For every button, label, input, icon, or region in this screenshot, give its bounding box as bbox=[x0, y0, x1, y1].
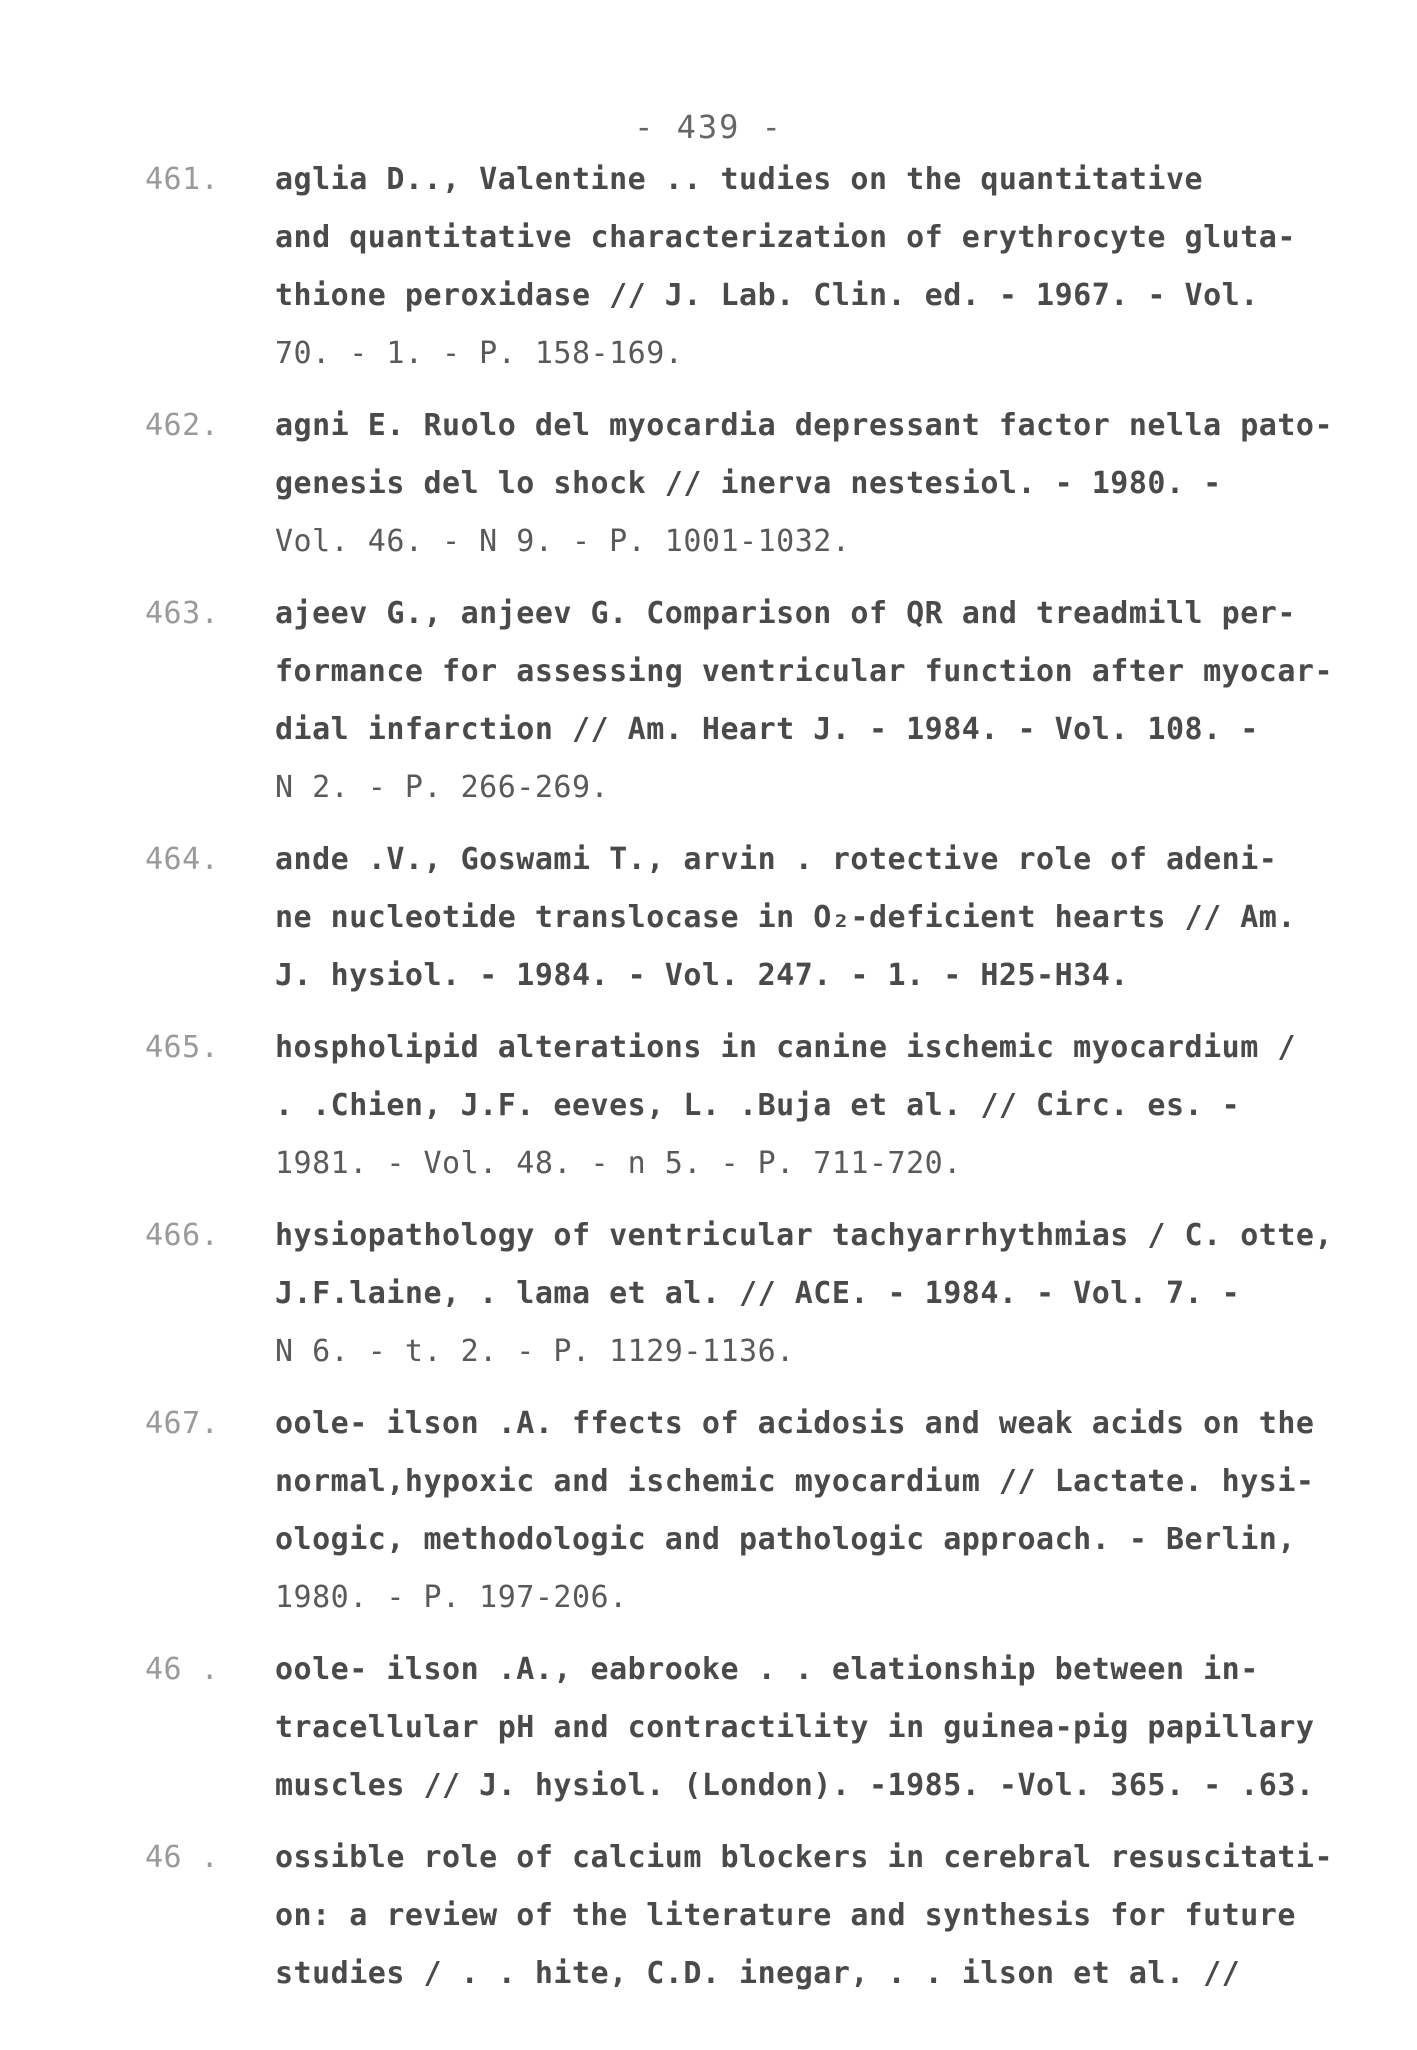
reference-text: aglia D.., Valentine .. tudies on the quantitative bbox=[275, 161, 1204, 197]
reference-text: oole- ilson .A., eabrooke . . elationship between in- bbox=[275, 1651, 1259, 1687]
reference-line bbox=[145, 584, 1345, 642]
reference-line bbox=[145, 1452, 1345, 1510]
reference-text: dial infarction // Am. Heart J. - 1984. - Vol. 108. - bbox=[275, 711, 1259, 747]
reference-entry bbox=[145, 1828, 1345, 2002]
reference-text: J. hysiol. - 1984. - Vol. 247. - 1. - H25-H34. bbox=[275, 957, 1129, 993]
reference-text: ande .V., Goswami T., arvin . rotective role of adeni- bbox=[275, 841, 1278, 877]
reference-number: 461. bbox=[145, 161, 220, 197]
reference-number: 465. bbox=[145, 1029, 220, 1065]
reference-text: and quantitative characterization of erythrocyte gluta- bbox=[275, 219, 1296, 255]
reference-text: J.F.laine, . lama et al. // ACE. - 1984. - Vol. 7. - bbox=[275, 1275, 1241, 1311]
reference-number: 463. bbox=[145, 595, 220, 631]
reference-line bbox=[145, 1206, 1345, 1264]
reference-entry bbox=[145, 1640, 1345, 1814]
reference-entry bbox=[145, 1394, 1345, 1626]
reference-number: 466. bbox=[145, 1217, 220, 1253]
reference-text: N 2. - P. 266-269. bbox=[275, 769, 610, 805]
reference-line bbox=[145, 150, 1345, 208]
reference-text: genesis del lo shock // inerva nestesiol. - 1980. - bbox=[275, 465, 1222, 501]
reference-text: ologic, methodologic and pathologic approach. - Berlin, bbox=[275, 1521, 1296, 1557]
reference-entry bbox=[145, 1018, 1345, 1192]
reference-list bbox=[145, 150, 1345, 2016]
reference-line bbox=[145, 454, 1345, 512]
reference-text: Vol. 46. - N 9. - P. 1001-1032. bbox=[275, 523, 851, 559]
reference-entry bbox=[145, 150, 1345, 382]
reference-text: 70. - 1. - P. 158-169. bbox=[275, 335, 684, 371]
reference-line bbox=[145, 946, 1345, 1004]
reference-text: oole- ilson .A. ffects of acidosis and weak acids on the bbox=[275, 1405, 1315, 1441]
reference-text: ossible role of calcium blockers in cerebral resuscitati- bbox=[275, 1839, 1334, 1875]
reference-line bbox=[145, 266, 1345, 324]
reference-line bbox=[145, 1322, 1345, 1380]
reference-text: agni E. Ruolo del myocardia depressant factor nella pato- bbox=[275, 407, 1334, 443]
reference-text: ne nucleotide translocase in O₂-deficient hearts // Am. bbox=[275, 899, 1296, 935]
reference-text: ajeev G., anjeev G. Comparison of QR and treadmill per- bbox=[275, 595, 1296, 631]
reference-line bbox=[145, 396, 1345, 454]
reference-line bbox=[145, 1076, 1345, 1134]
reference-text: N 6. - t. 2. - P. 1129-1136. bbox=[275, 1333, 795, 1369]
reference-entry bbox=[145, 830, 1345, 1004]
reference-line bbox=[145, 1394, 1345, 1452]
reference-line bbox=[145, 1134, 1345, 1192]
reference-text: studies / . . hite, C.D. inegar, . . ilson et al. // bbox=[275, 1955, 1241, 1991]
reference-entry bbox=[145, 584, 1345, 816]
reference-line bbox=[145, 1698, 1345, 1756]
reference-text: on: a review of the literature and synthesis for future bbox=[275, 1897, 1296, 1933]
reference-line bbox=[145, 512, 1345, 570]
reference-number: 467. bbox=[145, 1405, 220, 1441]
reference-number: 464. bbox=[145, 841, 220, 877]
reference-line bbox=[145, 324, 1345, 382]
reference-text: . .Chien, J.F. eeves, L. .Buja et al. // Circ. es. - bbox=[275, 1087, 1241, 1123]
reference-entry bbox=[145, 1206, 1345, 1380]
reference-line bbox=[145, 642, 1345, 700]
reference-line bbox=[145, 1944, 1345, 2002]
reference-line bbox=[145, 1264, 1345, 1322]
reference-line bbox=[145, 208, 1345, 266]
reference-text: thione peroxidase // J. Lab. Clin. ed. - 1967. - Vol. bbox=[275, 277, 1259, 313]
reference-line bbox=[145, 700, 1345, 758]
reference-line bbox=[145, 888, 1345, 946]
page-number: - 439 - bbox=[634, 108, 783, 146]
reference-text: formance for assessing ventricular function after myocar- bbox=[275, 653, 1334, 689]
reference-line bbox=[145, 1886, 1345, 1944]
reference-line bbox=[145, 1828, 1345, 1886]
reference-line bbox=[145, 830, 1345, 888]
reference-text: tracellular pH and contractility in guinea-pig papillary bbox=[275, 1709, 1315, 1745]
reference-text: 1980. - P. 197-206. bbox=[275, 1579, 628, 1615]
reference-text: hospholipid alterations in canine ischemic myocardium / bbox=[275, 1029, 1296, 1065]
reference-number: 46 . bbox=[145, 1651, 220, 1687]
reference-number: 462. bbox=[145, 407, 220, 443]
reference-line bbox=[145, 1640, 1345, 1698]
reference-line bbox=[145, 1018, 1345, 1076]
reference-number: 46 . bbox=[145, 1839, 220, 1875]
reference-text: normal,hypoxic and ischemic myocardium // Lactate. hysi- bbox=[275, 1463, 1315, 1499]
reference-line bbox=[145, 758, 1345, 816]
reference-text: 1981. - Vol. 48. - n 5. - P. 711-720. bbox=[275, 1145, 962, 1181]
reference-line bbox=[145, 1568, 1345, 1626]
reference-line bbox=[145, 1756, 1345, 1814]
reference-entry bbox=[145, 396, 1345, 570]
reference-line bbox=[145, 1510, 1345, 1568]
reference-text: muscles // J. hysiol. (London). -1985. -Vol. 365. - .63. bbox=[275, 1767, 1315, 1803]
reference-text: hysiopathology of ventricular tachyarrhythmias / C. otte, bbox=[275, 1217, 1334, 1253]
